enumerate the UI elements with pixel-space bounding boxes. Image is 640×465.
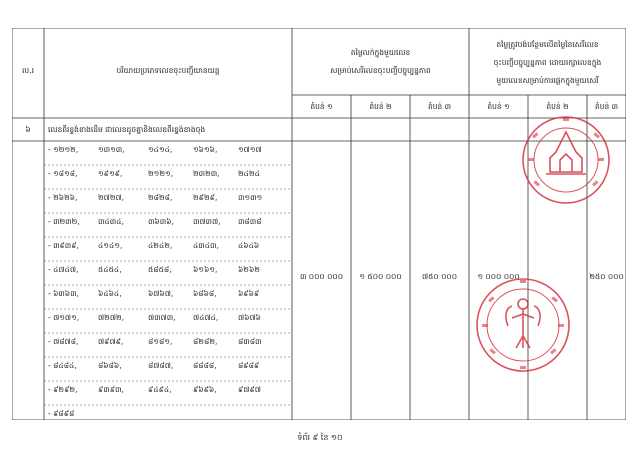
plate-number: ៨១៨១, [148, 337, 173, 346]
plate-number: ៨៦៨៦, [98, 361, 122, 370]
plate-number: ៣៦៣៦, [148, 217, 174, 226]
zone-header: តំបន់ ២ [369, 102, 392, 111]
plate-number: ៣៨៣៨ [238, 217, 262, 226]
plate-number: ៨៩៨៩ [238, 361, 260, 370]
plate-number: - ៨៤៨៤, [48, 361, 77, 370]
ministry-seal-stamp [474, 276, 572, 374]
plate-number: ៣១៣១ [238, 193, 263, 202]
plate-number: ៨២៨២, [193, 337, 218, 346]
plate-number: ១៦១៦, [193, 145, 218, 154]
plate-number: ៧៩៧៩, [98, 337, 124, 346]
plate-number: - ៤៧៤៧, [48, 265, 79, 274]
plate-number: ២៤២៤ [238, 169, 260, 178]
official-seal-stamp [520, 114, 612, 206]
plate-number: ២៩២៩, [193, 193, 218, 202]
header-description: បរិយាយប្រភេទលេខចុះបញ្ជីយានយន្ត [116, 66, 220, 75]
section-number: ៦ [25, 125, 31, 134]
plate-number: ៤១៤១, [98, 241, 123, 250]
plate-number: - ១២១២, [48, 145, 79, 154]
plate-number: ៩៦៩៦, [193, 385, 217, 394]
plate-number: ៩៣៩៣, [98, 385, 124, 394]
plate-number: ៦១៦១, [193, 265, 218, 274]
plate-number: - ៣៩៣៩, [48, 241, 79, 250]
header-group-2-line3: មួយលេខសម្រាប់ការផ្ដេកក្នុងមួយសេរី [496, 76, 599, 85]
plate-number: ៦៨៦៨, [193, 289, 217, 298]
plate-number: - ៦៣៦៣, [48, 289, 79, 298]
zone-header: តំបន់ ១ [487, 102, 510, 111]
plate-number: ២១២១, [148, 169, 174, 178]
plate-number: ៣៤៣៤, [98, 217, 124, 226]
header-group-1-line1: តម្លៃលក់ក្នុងមួយលេខ [350, 48, 411, 57]
plate-number: ២៨២៨, [148, 193, 173, 202]
plate-number: ៧៣៧៣, [148, 313, 176, 322]
price-zone-1: ៣ ០០០ ០០០ [299, 272, 344, 281]
plate-number: ១៩១៩, [98, 169, 123, 178]
plate-number: - ៩៨៩៨ [48, 409, 75, 418]
header-group-2-line1: តម្លៃត្រូវបង់បន្ថែមលើតម្លៃនៃសេរីលេខ [496, 40, 599, 49]
plate-number: ៦៤៦៤, [98, 289, 122, 298]
plate-number: - ២៦២៦, [48, 193, 78, 202]
plate-number: ៨៣៨៣ [238, 337, 262, 346]
plate-number: ២៧២៧, [98, 193, 125, 202]
plate-number: - ៣២៣២, [48, 217, 80, 226]
header-no: ល.រ [22, 66, 34, 75]
header-group-1-line2: សម្រាប់សេរីលេខចុះបញ្ជីបច្ចុប្បន្នភាព [330, 66, 431, 75]
section-title: លេខពីរខ្ទង់ខាងដើម ជាលេខដូចគ្នានិងលេខពីរខ្ទង់ខាងចុង [48, 125, 206, 134]
plate-number: ៧៤៧៤, [193, 313, 219, 322]
plate-number: ៤៦៤៦ [238, 241, 260, 250]
zone-header: តំបន់ ៣ [594, 102, 619, 111]
zone-header: តំបន់ ១ [310, 102, 333, 111]
plate-number: ៦២៦២ [238, 265, 260, 274]
zone-header: តំបន់ ៣ [427, 102, 452, 111]
plate-number: ១៤១៤, [148, 145, 173, 154]
page-number: ទំព័រ ៩ នៃ ១០ [297, 433, 343, 442]
plate-number: ៩៧៩៧ [238, 385, 261, 394]
plate-number: - ៧៨៧៨, [48, 337, 79, 346]
plate-number: - ១៨១៨, [48, 169, 78, 178]
extra-price-zone-3: ២៥០ ០០០ [589, 272, 624, 281]
plate-number: ៧២៧២, [98, 313, 125, 322]
plate-number: ២៣២៣, [193, 169, 220, 178]
price-zone-3: ៧៥០ ០០០ [421, 272, 458, 281]
plate-number: ៩៤៩៤, [148, 385, 172, 394]
plate-number: ៥៤៥៤, [98, 265, 122, 274]
zone-header: តំបន់ ២ [546, 102, 569, 111]
plate-number: ៤៣៤៣, [193, 241, 219, 250]
price-table [12, 28, 626, 420]
plate-number: ៨៧៨៧, [148, 361, 174, 370]
plate-number: ៣៧៣៧, [193, 217, 221, 226]
plate-number: ៥៨៥៨, [148, 265, 172, 274]
extra-price-zone-1: ១ ០០០ ០០០ [477, 272, 520, 281]
price-zone-2: ១ ៥០០ ០០០ [359, 272, 402, 281]
plate-number: - ៧១៧១, [48, 313, 80, 322]
plate-number: ៦៩៦៩ [238, 289, 260, 298]
plate-number: - ៩២៩២, [48, 385, 78, 394]
plate-number: ១៣១៣, [98, 145, 125, 154]
plate-number: ៦៧៦៧, [148, 289, 174, 298]
header-group-2-line2: ចុះបញ្ជីបច្ចុប្បន្នភាព ដោយរក្សាលេខក្នុង [493, 58, 602, 67]
plate-number: ១៧១៧ [238, 145, 262, 154]
plate-number: ៨៨៨៨, [193, 361, 217, 370]
plate-number: ៧៦៧៦ [238, 313, 261, 322]
plate-number: ៤២៤២, [148, 241, 173, 250]
